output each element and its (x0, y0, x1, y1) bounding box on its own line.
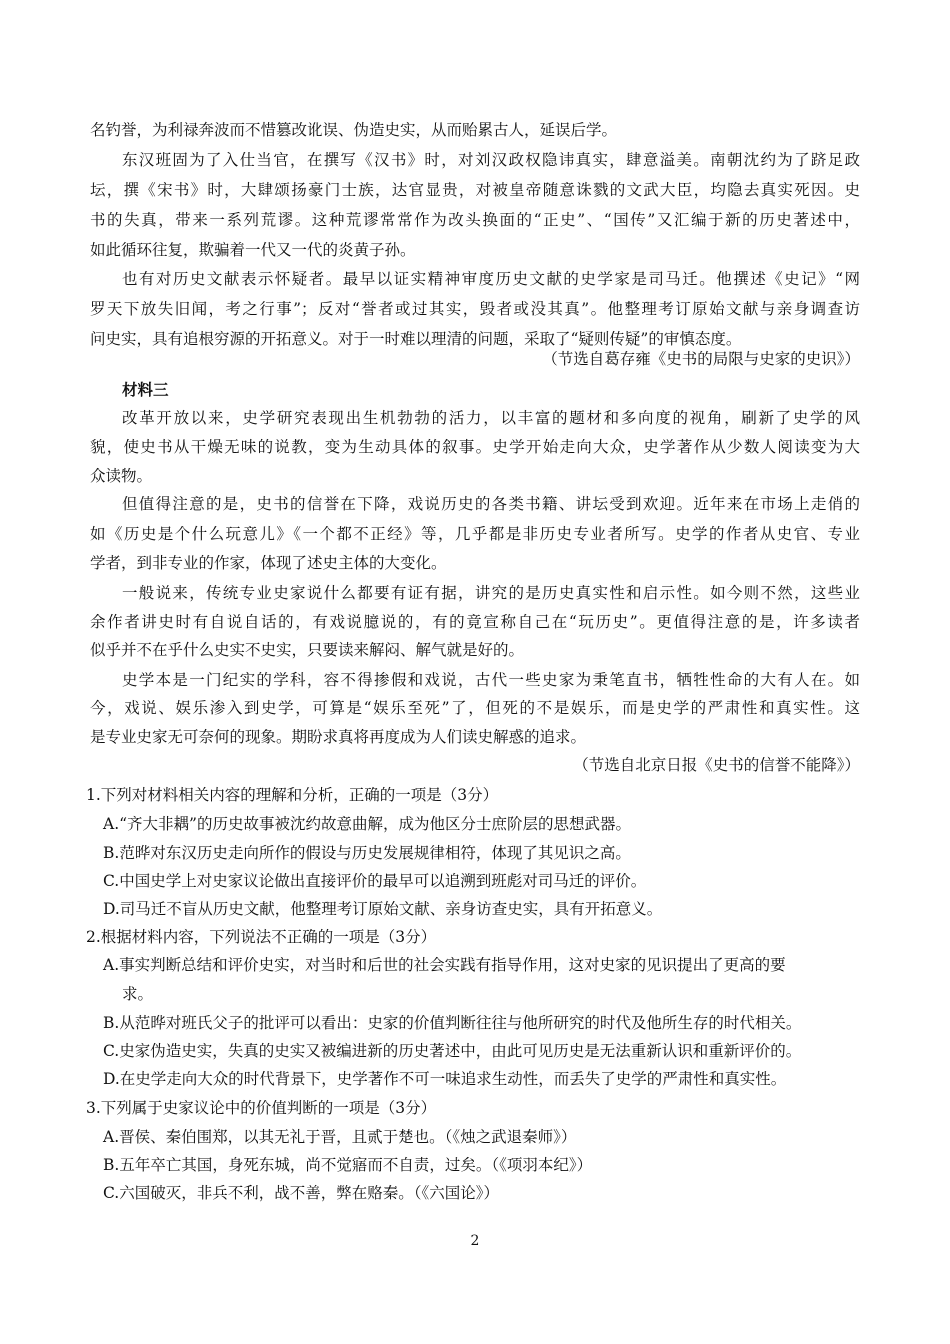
question-stem: 3.下列属于史家议论中的价值判断的一项是（3分） (86, 1099, 437, 1117)
answer-option: A.晋侯、秦伯围郑，以其无礼于晋，且贰于楚也。（《烛之武退秦师》） (103, 1128, 577, 1146)
answer-option: D.司马迁不盲从历史文献，他整理考订原始文献、亲身访查史实，具有开拓意义。 (103, 900, 663, 918)
paragraph-line: 是专业史家无可奈何的现象。期盼求真将再度成为人们读史解惑的追求。 (90, 728, 587, 746)
paragraph-line: 也有对历史文献表示怀疑者。最早以证实精神审度历史文献的史学家是司马迁。他撰述《史记》“网 (122, 270, 860, 288)
paragraph-line: 书的失真，带来一系列荒谬。这种荒谬常常作为改头换面的“正史”、“国传”又汇编于新的历史著述中， (90, 211, 860, 229)
paragraph-line: 余作者讲史时有自说自话的，有戏说臆说的，有的竟宣称自己在“玩历史”。更值得注意的是，许多读者 (90, 613, 860, 631)
paragraph-line: 今，戏说、娱乐渗入到史学，可算是“娱乐至死”了，但死的不是娱乐，而是史学的严肃性和真实性。这 (90, 699, 860, 717)
paragraph-line: 改革开放以来，史学研究表现出生机勃勃的活力，以丰富的题材和多向度的视角，刷新了史学的风 (122, 409, 860, 427)
paragraph-line: 如此循环往复，欺骗着一代又一代的炎黄子孙。 (90, 241, 416, 259)
answer-option: D.在史学走向大众的时代背景下，史学著作不可一味追求生动性，而丢失了史学的严肃性和真实性。 (103, 1070, 787, 1088)
paragraph-line: 东汉班固为了入仕当官，在撰写《汉书》时，对刘汉政权隐讳真实，肆意溢美。南朝沈约为了跻足政 (122, 151, 860, 169)
paragraph-line: 学者，到非专业的作家，体现了述史主体的大变化。 (90, 554, 447, 572)
paragraph-line: 但值得注意的是，史书的信誉在下降，戏说历史的各类书籍、讲坛受到欢迎。近年来在市场上走俏的 (122, 495, 860, 513)
source-citation: （节选自葛存雍《史书的局限与史家的史识》） (542, 350, 860, 368)
answer-option: A.事实判断总结和评价史实，对当时和后世的社会实践有指导作用，这对史家的见识提出了更高的要 (103, 956, 786, 974)
answer-option: C.中国史学上对史家议论做出直接评价的最早可以追溯到班彪对司马迁的评价。 (103, 872, 647, 890)
paragraph-line: 史学本是一门纪实的学科，容不得掺假和戏说，古代一些史家为秉笔直书，牺牲性命的大有人在。如 (122, 671, 860, 689)
answer-option: B.范晔对东汉历史走向所作的假设与历史发展规律相符，体现了其见识之高。 (103, 844, 631, 862)
question-stem: 1.下列对材料相关内容的理解和分析，正确的一项是（3分） (86, 786, 499, 804)
paragraph-line: 名钓誉，为利禄奔波而不惜篡改讹误、伪造史实，从而贻累古人，延误后学。 (90, 121, 618, 139)
answer-option: B.从范晔对班氏父子的批评可以看出：史家的价值判断往往与他所研究的时代及他所生存的时代相关。 (103, 1014, 802, 1032)
source-citation: （节选自北京日报《史书的信誉不能降》） (573, 756, 860, 774)
paragraph-line: 罗天下放失旧闻，考之行事”；反对“誉者或过其实，毁者或没其真”。他整理考订原始文献与亲身调查访 (90, 300, 860, 318)
answer-option: C.史家伪造史实，失真的史实又被编进新的历史著述中，由此可见历史是无法重新认识和重新评价的。 (103, 1042, 802, 1060)
question-stem: 2.根据材料内容，下列说法不正确的一项是（3分） (86, 928, 437, 946)
section-heading: 材料三 (122, 381, 169, 399)
paragraph-line: 貌，使史书从干燥无味的说教，变为生动具体的叙事。史学开始走向大众，史学著作从少数人阅读变为大 (90, 438, 860, 456)
answer-option: C.六国破灭，非兵不利，战不善，弊在赂秦。（《六国论》） (103, 1184, 499, 1202)
answer-option: B.五年卒亡其国，身死东城，尚不觉寤而不自责，过矣。（《项羽本纪》） (103, 1156, 593, 1174)
page-number: 2 (470, 1233, 480, 1249)
paragraph-line: 问史实，具有追根穷源的开拓意义。对于一时难以理清的问题，采取了“疑则传疑”的审慎态度。 (90, 330, 742, 348)
answer-option-continued: 求。 (122, 985, 154, 1003)
answer-option: A.“齐大非耦”的历史故事被沈约故意曲解，成为他区分士庶阶层的思想武器。 (103, 815, 631, 833)
paragraph-line: 似乎并不在乎什么史实不史实，只要读来解闷、解气就是好的。 (90, 641, 525, 659)
paragraph-line: 如《历史是个什么玩意儿》《一个都不正经》等，几乎都是非历史专业者所写。史学的作者从史官、专业 (90, 525, 860, 543)
paragraph-line: 坛，撰《宋书》时，大肆颂扬豪门士族，达官显贵，对被皇帝随意诛戮的文武大臣，均隐去真实死因。史 (90, 181, 860, 199)
paragraph-line: 一般说来，传统专业史家说什么都要有证有据，讲究的是历史真实性和启示性。如今则不然，这些业 (122, 584, 860, 602)
paragraph-line: 众读物。 (90, 467, 153, 485)
